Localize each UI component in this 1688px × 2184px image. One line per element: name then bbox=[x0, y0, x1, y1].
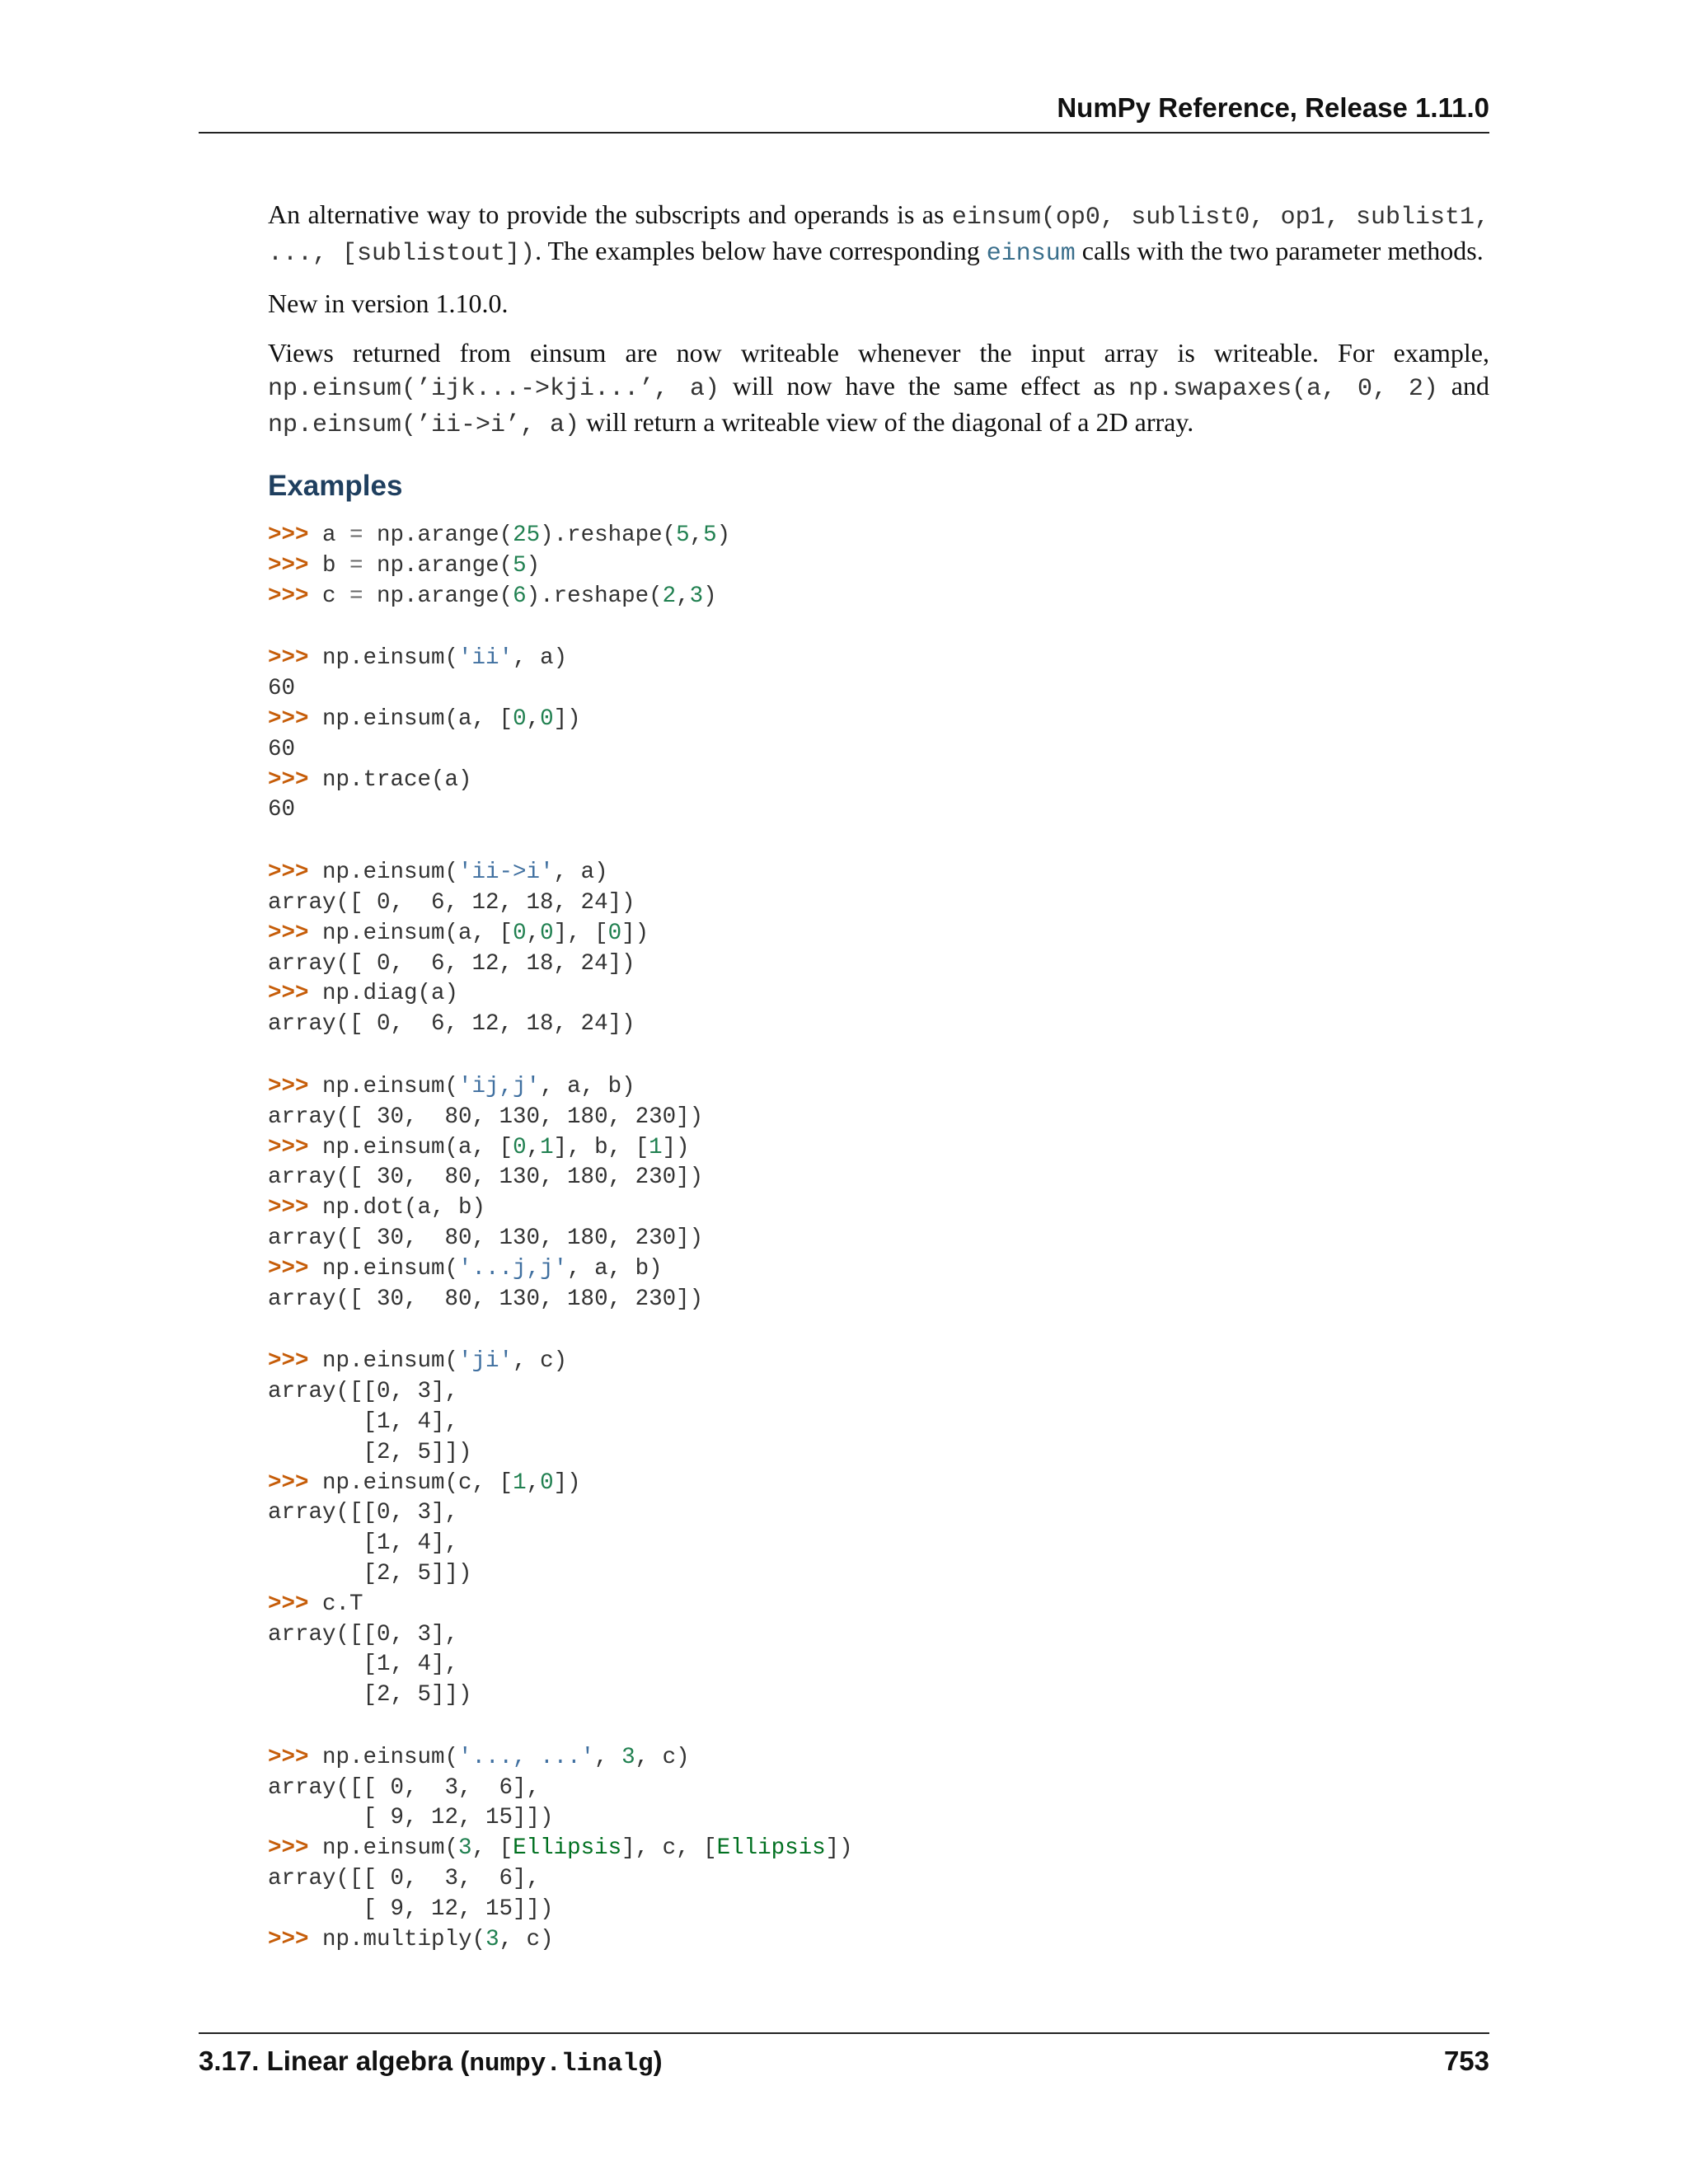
text: An alternative way to provide the subscripts and operands is as bbox=[268, 199, 952, 229]
page-footer bbox=[199, 2032, 1489, 2079]
page-content bbox=[268, 198, 1489, 1955]
page-header bbox=[199, 92, 1489, 134]
examples-heading: Examples bbox=[268, 470, 403, 502]
intro-paragraph-3 bbox=[268, 336, 1489, 442]
code-line: >>> c = np.arange(6).reshape(2,3) bbox=[268, 583, 717, 609]
inline-code: np.swapaxes(a, 0, 2) bbox=[1128, 375, 1438, 403]
inline-code: np.einsum(’ii->i’, a) bbox=[268, 411, 580, 439]
inline-code: np.einsum(’ijk...->kji...’, a) bbox=[268, 375, 720, 403]
text: . The examples below have corresponding bbox=[535, 236, 987, 265]
code-line: >>> np.einsum('ji', c) bbox=[268, 1348, 568, 1375]
code-line: >>> np.trace(a) bbox=[268, 766, 472, 793]
code-output: array([ 0, 6, 12, 18, 24]) bbox=[268, 1011, 635, 1038]
code-line: >>> c.T bbox=[268, 1591, 363, 1617]
code-output: array([ 30, 80, 130, 180, 230]) bbox=[268, 1286, 704, 1312]
page-number: 753 bbox=[1443, 2046, 1489, 2076]
intro-paragraph-1 bbox=[268, 198, 1489, 270]
einsum-link[interactable]: einsum bbox=[986, 240, 1076, 268]
code-line: >>> a = np.arange(25).reshape(5,5) bbox=[268, 523, 731, 548]
code-output: 60 bbox=[268, 797, 296, 823]
text: calls with the two parameter methods. bbox=[1075, 236, 1484, 265]
code-line: >>> np.einsum(a, [0,0], [0]) bbox=[268, 920, 649, 946]
version-note: New in version 1.10.0. bbox=[268, 288, 509, 318]
text: Views returned from einsum are now writeable whenever the input array is writeable. For example, bbox=[268, 338, 1489, 368]
code-output: array([ 30, 80, 130, 180, 230]) bbox=[268, 1225, 704, 1251]
code-output: array([ 0, 6, 12, 18, 24]) bbox=[268, 889, 635, 916]
header-title: NumPy Reference, Release 1.11.0 bbox=[1057, 92, 1489, 123]
code-output: array([[0, 3], [1, 4], [2, 5]]) bbox=[268, 1500, 472, 1586]
code-example-block bbox=[268, 521, 1489, 1955]
text: will now have the same effect as bbox=[719, 371, 1129, 401]
code-line: >>> np.einsum(c, [1,0]) bbox=[268, 1469, 581, 1496]
text: and bbox=[1437, 371, 1490, 401]
code-output: array([ 0, 6, 12, 18, 24]) bbox=[268, 950, 635, 977]
code-output: array([[ 0, 3, 6], [ 9, 12, 15]]) bbox=[268, 1866, 554, 1922]
code-output: array([ 30, 80, 130, 180, 230]) bbox=[268, 1104, 704, 1130]
code-line: >>> np.dot(a, b) bbox=[268, 1195, 486, 1221]
code-output: array([ 30, 80, 130, 180, 230]) bbox=[268, 1165, 704, 1191]
code-line: >>> np.multiply(3, c) bbox=[268, 1926, 554, 1952]
code-line: >>> np.einsum(3, [Ellipsis], c, [Ellipsis]) bbox=[268, 1835, 853, 1862]
code-line: >>> np.diag(a) bbox=[268, 981, 459, 1007]
footer-section-title: 3.17. Linear algebra (numpy.linalg) bbox=[199, 2046, 663, 2079]
code-line: >>> np.einsum('ii->i', a) bbox=[268, 860, 608, 886]
code-output: 60 bbox=[268, 736, 296, 762]
code-line: >>> b = np.arange(5) bbox=[268, 552, 541, 579]
code-line: >>> np.einsum('..., ...', 3, c) bbox=[268, 1744, 690, 1770]
code-output: 60 bbox=[268, 676, 296, 702]
text: will return a writeable view of the diagonal of a 2D array. bbox=[579, 407, 1194, 437]
code-line: >>> np.einsum('...j,j', a, b) bbox=[268, 1255, 663, 1282]
code-line: >>> np.einsum(a, [0,1], b, [1]) bbox=[268, 1134, 690, 1160]
code-output: array([[0, 3], [1, 4], [2, 5]]) bbox=[268, 1621, 472, 1708]
inline-code: einsum(op0, sublist0, op1, sublist1, ..., [sublistout]) bbox=[268, 204, 1490, 268]
code-line: >>> np.einsum('ij,j', a, b) bbox=[268, 1073, 635, 1099]
code-line: >>> np.einsum('ii', a) bbox=[268, 645, 568, 672]
code-output: array([[ 0, 3, 6], [ 9, 12, 15]]) bbox=[268, 1774, 554, 1831]
code-output: array([[0, 3], [1, 4], [2, 5]]) bbox=[268, 1379, 472, 1465]
code-line: >>> np.einsum(a, [0,0]) bbox=[268, 705, 581, 732]
